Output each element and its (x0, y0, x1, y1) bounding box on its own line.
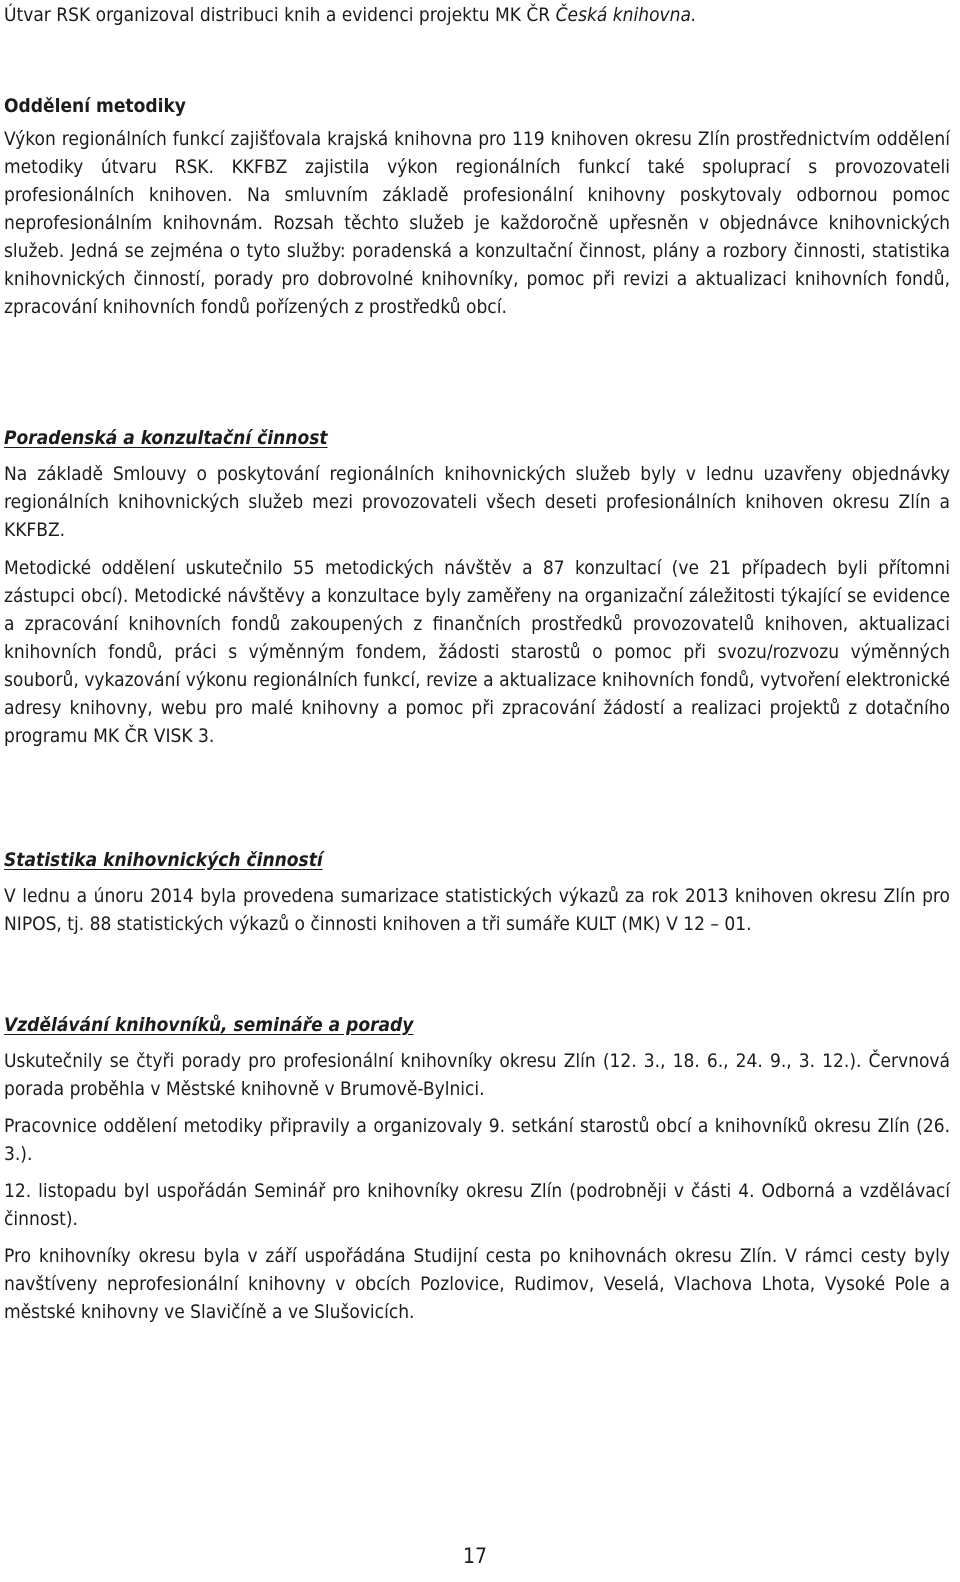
paragraph-metodika: Výkon regionálních funkcí zajišťovala krajská knihovna pro 119 knihoven okresu Zlín prostřednictvím oddělení metodiky útvaru RSK. KKFBZ zajistila výkon regionálních funkcí také spoluprací s provozovateli profesionálních knihoven. Na smluvním základě profesionální knihovny poskytovaly odbornou pomoc neprofesionálním knihovnám. Rozsah těchto služeb je každoročně upřesněn v objednávce knihovnických služeb. Jedná se zejména o tyto služby: poradenská a konzultační činnost, plány a rozbory činnosti, statistika knihovnických činností, porady pro dobrovolné knihovníky, pomoc při revizi a aktualizaci knihovních fondů, zpracování knihovních fondů pořízených z prostředků obcí. (4, 128, 950, 318)
section-heading-vzdelavani: Vzdělávání knihovníků, semináře a porady (4, 1014, 414, 1036)
paragraph-vzdelavani-1: Uskutečnily se čtyři porady pro profesionální knihovníky okresu Zlín (12. 3., 18. 6., 24. 9., 3. 12.). Červnová porada proběhla v Městské knihovně v Brumově-Bylnici. (4, 1050, 950, 1100)
intro-italic-title: Česká knihovna. (555, 4, 697, 26)
section-poradenska (4, 424, 950, 750)
paragraph-poradenska-1: Na základě Smlouvy o poskytování regionálních knihovnických služeb byly v lednu uzavřeny objednávky regionálních knihovnických služeb mezi provozovateli všech deseti profesionálních knihoven okresu Zlín a KKFBZ. (4, 463, 950, 541)
page-number: 17 (462, 1544, 488, 1568)
paragraph-statistika: V lednu a únoru 2014 byla provedena sumarizace statistických výkazů za rok 2013 knihoven okresu Zlín pro NIPOS, tj. 88 statistických výkazů o činnosti knihoven a tři sumáře KULT (MK) V 12 – 01. (4, 885, 950, 935)
paragraph-poradenska-2: Metodické oddělení uskutečnilo 55 metodických návštěv a 87 konzultací (ve 21 případech byli přítomni zástupci obcí). Metodické návštěvy a konzultace byly zaměřeny na organizační záležitosti týkající se evidence a zpracování knihovních fondů zakoupených z finančních prostředků provozovatelů knihoven, aktualizaci knihovních fondů, práci s výměnným fondem, žádosti starostů o pomoc při svozu/rozvozu výměnných souborů, vykazování výkonu regionálních funkcí, revize a aktualizace knihovních fondů, vytvoření elektronické adresy knihovny, webu pro malé knihovny a pomoc při zpracování žádostí a realizaci projektů z dotačního programu MK ČR VISK 3. (4, 557, 950, 747)
section-metodika (4, 92, 950, 321)
paragraph-vzdelavani-3: 12. listopadu byl uspořádán Seminář pro knihovníky okresu Zlín (podrobněji v části 4. Odborná a vzdělávací činnost). (4, 1180, 950, 1230)
section-vzdelavani (4, 1011, 950, 1326)
section-heading-poradenska: Poradenská a konzultační činnost (4, 427, 328, 449)
section-heading-statistika: Statistika knihovnických činností (4, 849, 323, 871)
section-statistika (4, 846, 950, 938)
section-heading-metodika: Oddělení metodiky (4, 95, 186, 117)
intro-paragraph: Útvar RSK organizoval distribuci knih a evidenci projektu MK ČR Česká knihovna. (4, 4, 697, 26)
paragraph-vzdelavani-4: Pro knihovníky okresu byla v září uspořádána Studijní cesta po knihovnách okresu Zlín. V rámci cesty byly navštíveny neprofesionální knihovny v obcích Pozlovice, Rudimov, Veselá, Vlachova Lhota, Vysoké Pole a městské knihovny ve Slavičíně a ve Slušovicích. (4, 1245, 950, 1323)
paragraph-vzdelavani-2: Pracovnice oddělení metodiky připravily a organizovaly 9. setkání starostů obcí a knihovníků okresu Zlín (26. 3.). (4, 1115, 950, 1165)
